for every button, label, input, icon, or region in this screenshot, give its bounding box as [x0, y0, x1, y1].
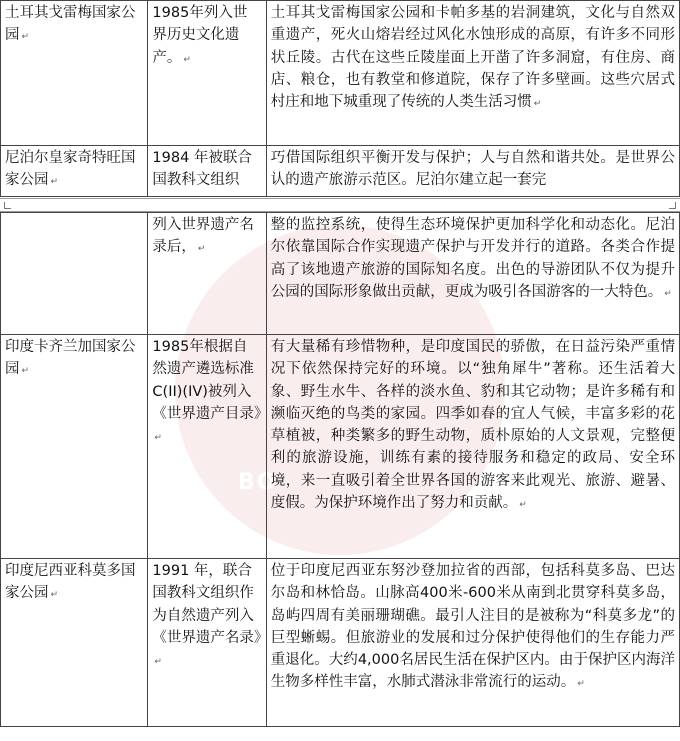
heritage-table-page-2: [0, 212, 680, 727]
description-cell[interactable]: 土耳其戈雷梅国家公园和卡帕多基的岩洞建筑，文化与自然双重遗产，死火山熔岩经过风化水蚀形成的高原，有许多不同形状丘陵。古代在这些丘陵崖面上开凿了许多洞窟，有住房、商店、粮仓，也有教堂和修道院，保存了许多壁画。这些穴居式村庄和地下城重现了传统的人类生活习惯 ↵: [266, 1, 679, 146]
listing-status-cell[interactable]: 1985年列入世界历史文化遗产。 ↵: [148, 1, 266, 146]
description-cell[interactable]: 整的监控系统，使得生态环境保护更加科学化和动态化。尼泊尔依靠国际合作实现遗产保护与开发并行的道路。各类合作提高了该地遗产旅游的国际知名度。出色的导游团队不仅为提升公园的国际形象做出贡献，更成为吸引各国游客的一大特色。 ↵: [266, 213, 679, 335]
description-cell[interactable]: 有大量稀有珍惜物种，是印度国民的骄傲，在日益污染严重情况下依然保持完好的环境。以“独角犀牛”著称。还生活着大象、野生水牛、各样的淡水鱼、豹和其它动物；是许多稀有和濒临灭绝的鸟类的家园。四季如春的宜人气候，丰富多彩的花草植被，种类繁多的野生动物，质朴原始的人文景观，完整便利的旅游设施，训练有素的接待服务和稳定的政局、安全环境，来一直吸引着全世界各国的游客来此观光、旅游、避暑、度假。为保护环境作出了努力和贡献。 ↵: [266, 335, 679, 559]
listing-status-cell[interactable]: 列入世界遗产名录后， ↵: [148, 213, 266, 335]
park-name-cell[interactable]: 印度尼西亚科莫多国家公园 ↵: [1, 559, 148, 727]
listing-status-cell[interactable]: 1985年根据自然遗产遴选标准 C(II)(IV)被列入《世界遗产目录》↵: [148, 335, 266, 559]
listing-status-cell[interactable]: 1991 年，联合国教科文组织作为自然遗产列入《世界遗产名录》↵: [148, 559, 266, 727]
park-name-cell[interactable]: 土耳其戈雷梅国家公园 ↵: [1, 1, 148, 146]
table-row: [1, 335, 680, 559]
watermark-text: BO: [238, 470, 278, 495]
description-cell[interactable]: 巧借国际组织平衡开发与保护；人与自然和谐共处。是世界公认的遗产旅游示范区。尼泊尔建立起一套完: [266, 146, 679, 197]
table-row: [1, 146, 680, 197]
description-cell[interactable]: 位于印度尼西亚东努沙登加拉省的西部，包括科莫多岛、巴达尔岛和林恰岛。山脉高400米-600米从南到北贯穿科莫多岛，岛屿四周有美丽珊瑚礁。最引人注目的是被称为“科莫多龙”的巨型蜥蜴。但旅游业的发展和过分保护使得他们的生存能力严重退化。大约4,000名居民生活在保护区内。由于保护区内海洋生物多样性丰富，水肺式潜泳非常流行的运动。 ↵: [266, 559, 679, 727]
table-row: [1, 213, 680, 335]
heritage-table-page-1: [0, 0, 680, 197]
table-row: [1, 1, 680, 146]
page-break-divider: [0, 198, 680, 212]
park-name-cell[interactable]: [1, 213, 148, 335]
park-name-cell[interactable]: 印度卡齐兰加国家公园 ↵: [1, 335, 148, 559]
table-row: [1, 559, 680, 727]
listing-status-cell[interactable]: 1984 年被联合国教科文组织: [148, 146, 266, 197]
page-corner-mark: [669, 202, 676, 209]
park-name-cell[interactable]: 尼泊尔皇家奇特旺国家公园 ↵: [1, 146, 148, 197]
page-corner-mark: [4, 202, 11, 209]
